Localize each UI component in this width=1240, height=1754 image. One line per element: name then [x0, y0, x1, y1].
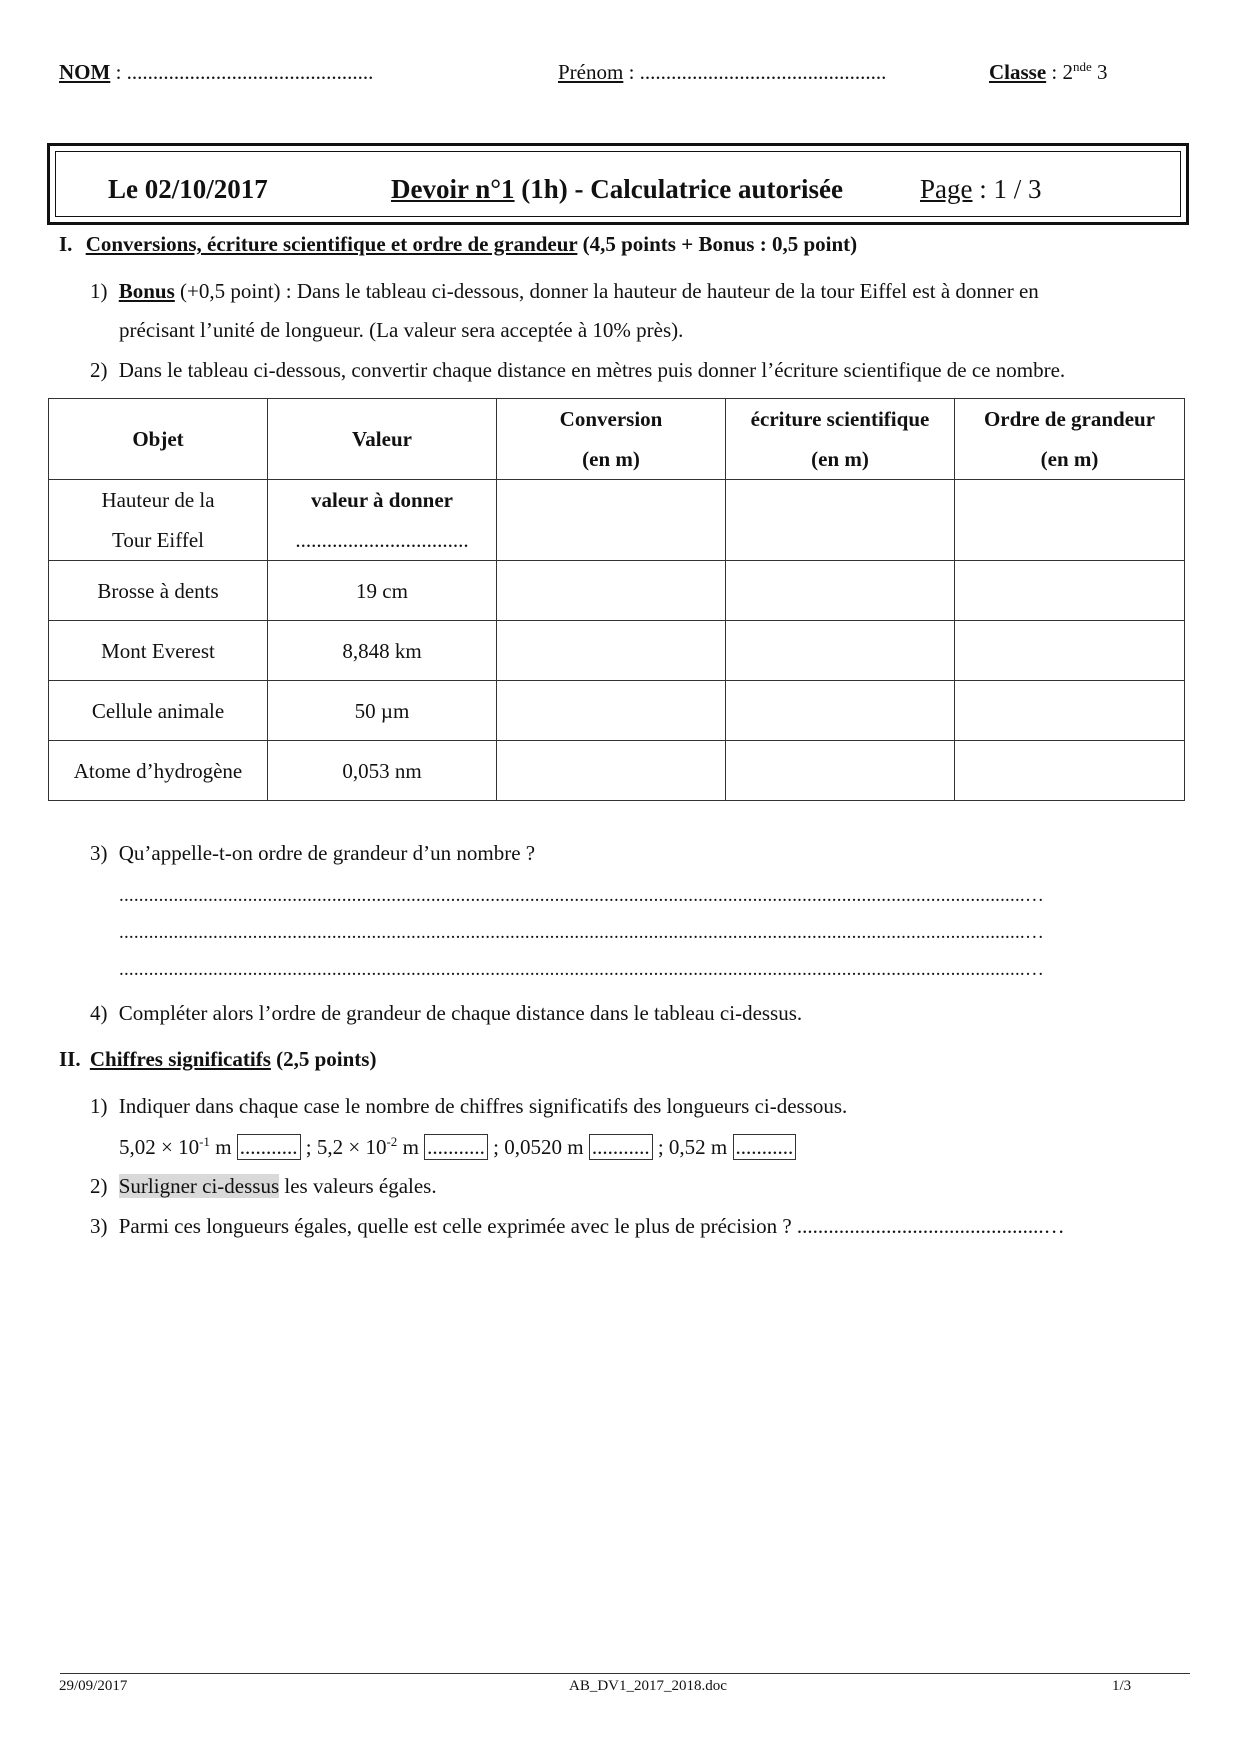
- footer-page: 1/3: [1112, 1678, 1132, 1694]
- q1-bonus: [90, 279, 1039, 304]
- cell-ordre[interactable]: [955, 561, 1185, 621]
- nom-field[interactable]: [59, 60, 373, 85]
- header-conversion-l1: Conversion: [559, 407, 663, 431]
- section2-heading: [59, 1047, 376, 1072]
- cell-object: [49, 480, 268, 561]
- table-row: [49, 561, 1185, 621]
- value-1-unit: m: [209, 1135, 237, 1159]
- answer-box-4[interactable]: ...........: [733, 1134, 797, 1160]
- title-box: [47, 143, 1189, 225]
- q3-ordre: [90, 841, 535, 866]
- prenom-label: Prénom: [558, 60, 624, 84]
- section2-points: (2,5 points): [270, 1047, 377, 1071]
- table-row: [49, 480, 1185, 561]
- answer-box-3[interactable]: ...........: [589, 1134, 653, 1160]
- cell-object: Brosse à dents: [49, 561, 268, 621]
- cell-value: 0,053 nm: [268, 741, 497, 801]
- table-header-row: [49, 399, 1185, 480]
- cell-ecriture[interactable]: [726, 621, 955, 681]
- classe-sup: nde: [1073, 59, 1092, 74]
- q1-text: (+0,5 point) : Dans le tableau ci-dessous, donner la hauteur de hauteur de la tour Eiffel est à donner en: [174, 279, 1039, 303]
- eiffel-value-dots: .................................: [295, 528, 469, 552]
- devoir-label: Devoir n°1: [391, 174, 515, 204]
- q2-num: 2): [90, 358, 108, 382]
- answer-line-2[interactable]: .......................................................................................................................................................................................…: [119, 922, 1045, 943]
- cell-conversion[interactable]: [497, 681, 726, 741]
- page-indicator: [920, 174, 1042, 205]
- value-1-exp: -1: [199, 1134, 210, 1149]
- q1-text-line2: précisant l’unité de longueur. (La valeur sera acceptée à 10% près).: [119, 318, 684, 342]
- header-conversion: [497, 399, 726, 480]
- header-valeur: [268, 399, 497, 480]
- header-objet-label: Objet: [132, 427, 184, 451]
- value-1: 5,02 × 10: [119, 1135, 200, 1159]
- cell-ordre[interactable]: [955, 621, 1185, 681]
- value-2: ; 5,2 × 10: [300, 1135, 387, 1159]
- cell-object: Cellule animale: [49, 681, 268, 741]
- eiffel-object-l2: Tour Eiffel: [111, 528, 205, 552]
- header-valeur-label: Valeur: [352, 427, 412, 451]
- prenom-field[interactable]: [558, 60, 886, 85]
- table-row: [49, 741, 1185, 801]
- section1-title: Conversions, écriture scientifique et ordre de grandeur: [85, 232, 578, 256]
- value-3: ; 0,0520 m: [487, 1135, 589, 1159]
- distance-table: [48, 398, 1185, 801]
- cell-value[interactable]: [268, 480, 497, 561]
- cell-ecriture[interactable]: [726, 741, 955, 801]
- s2-q3: [90, 1214, 1065, 1239]
- header-ecriture-l1: écriture scientifique: [750, 407, 930, 431]
- section1-points: (4,5 points + Bonus : 0,5 point): [577, 232, 858, 256]
- cell-value: 8,848 km: [268, 621, 497, 681]
- devoir-rest: (1h) - Calculatrice autorisée: [514, 174, 843, 204]
- classe-value: : 2: [1046, 60, 1074, 84]
- cell-ordre[interactable]: [955, 480, 1185, 561]
- cell-ordre[interactable]: [955, 741, 1185, 801]
- s2-q2: [90, 1174, 437, 1199]
- value-2-unit: m: [397, 1135, 425, 1159]
- classe-label: Classe: [989, 60, 1047, 84]
- header-conversion-l2: (en m): [582, 447, 640, 471]
- eiffel-object-l1: Hauteur de la: [101, 488, 215, 512]
- cell-conversion[interactable]: [497, 561, 726, 621]
- q3-text: Qu’appelle-t-on ordre de grandeur d’un nombre ?: [118, 841, 536, 865]
- exam-title: [391, 174, 843, 205]
- q2-text: Dans le tableau ci-dessous, convertir chaque distance en mètres puis donner l’écriture scientifique de ce nombre.: [118, 358, 1066, 382]
- s2-q2-rest: les valeurs égales.: [279, 1174, 437, 1198]
- sig-fig-values: [119, 1135, 796, 1160]
- footer-date: 29/09/2017: [59, 1678, 128, 1694]
- q2-convert: [90, 358, 1065, 383]
- section2-title: Chiffres significatifs: [89, 1047, 271, 1071]
- section1-heading: [59, 232, 857, 257]
- s2-q3-text[interactable]: Parmi ces longueurs égales, quelle est celle exprimée avec le plus de précision ? ...............................................…: [118, 1214, 1065, 1238]
- q4-num: 4): [90, 1001, 108, 1025]
- header-ecriture-l2: (en m): [811, 447, 869, 471]
- q4-complete: [90, 1001, 802, 1026]
- cell-value: 50 µm: [268, 681, 497, 741]
- table-row: [49, 681, 1185, 741]
- header-ecriture: [726, 399, 955, 480]
- cell-value: 19 cm: [268, 561, 497, 621]
- cell-ecriture[interactable]: [726, 561, 955, 621]
- value-4: ; 0,52 m: [652, 1135, 733, 1159]
- q3-num: 3): [90, 841, 108, 865]
- answer-line-3[interactable]: .......................................................................................................................................................................................…: [119, 959, 1045, 980]
- value-2-exp: -2: [386, 1134, 398, 1149]
- s2-q2-num: 2): [90, 1174, 108, 1198]
- classe-number: 3: [1091, 60, 1108, 84]
- q1-num: 1): [90, 279, 108, 303]
- header-ordre-l2: (en m): [1040, 447, 1099, 471]
- s2-q1-text: Indiquer dans chaque case le nombre de chiffres significatifs des longueurs ci-dessous.: [118, 1094, 848, 1118]
- header-objet: [49, 399, 268, 480]
- table-row: [49, 621, 1185, 681]
- s2-q3-num: 3): [90, 1214, 108, 1238]
- section2-num: II.: [59, 1047, 81, 1071]
- answer-box-1[interactable]: ...........: [237, 1134, 301, 1160]
- nom-label: NOM: [59, 60, 111, 84]
- cell-ecriture[interactable]: [726, 681, 955, 741]
- classe-field: [989, 60, 1108, 85]
- answer-box-2[interactable]: ...........: [424, 1134, 488, 1160]
- page-label: Page: [920, 174, 973, 204]
- header-ordre: [955, 399, 1185, 480]
- nom-dots: : ...............................................: [110, 60, 374, 84]
- s2-q1-num: 1): [90, 1094, 108, 1118]
- cell-conversion[interactable]: [497, 480, 726, 561]
- s2-q1: [90, 1094, 847, 1119]
- highlight-text: Surligner ci-dessus: [118, 1174, 280, 1198]
- bonus-label: Bonus: [118, 279, 175, 303]
- cell-conversion[interactable]: [497, 741, 726, 801]
- answer-line-1[interactable]: .......................................................................................................................................................................................…: [119, 885, 1045, 906]
- footer-rule: [60, 1673, 1190, 1674]
- header-ordre-l1: Ordre de grandeur: [983, 407, 1156, 431]
- exam-date: Le 02/10/2017: [108, 174, 268, 204]
- cell-ordre[interactable]: [955, 681, 1185, 741]
- cell-object: Mont Everest: [49, 621, 268, 681]
- footer-filename: AB_DV1_2017_2018.doc: [569, 1678, 727, 1694]
- prenom-dots: : ...............................................: [623, 60, 887, 84]
- title-box-inner: [55, 151, 1181, 217]
- q4-text: Compléter alors l’ordre de grandeur de chaque distance dans le tableau ci-dessus.: [118, 1001, 803, 1025]
- cell-object: Atome d’hydrogène: [49, 741, 268, 801]
- eiffel-value-l1: valeur à donner: [311, 488, 453, 512]
- cell-ecriture[interactable]: [726, 480, 955, 561]
- section1-num: I.: [59, 232, 73, 256]
- page-value: : 1 / 3: [972, 174, 1042, 204]
- cell-conversion[interactable]: [497, 621, 726, 681]
